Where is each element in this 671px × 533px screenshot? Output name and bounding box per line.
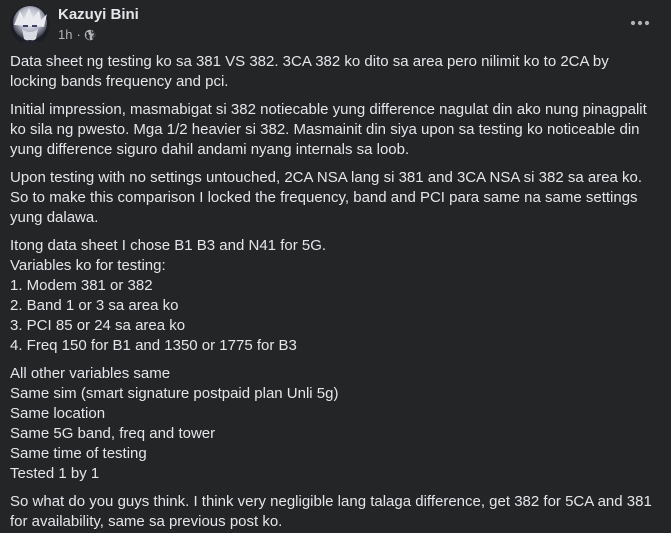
post-header — [0, 0, 671, 52]
post-text-line: So what do you guys think. I think very negligible lang talaga difference, get 382 for 5CA and 381 — [10, 493, 652, 510]
more-options-button[interactable] — [624, 8, 656, 38]
post-text-line: Initial impression, masmabigat si 382 notiecable yung difference nagulat din ako nung pinagpalit — [10, 101, 647, 118]
post-text-line: Same 5G band, freq and tower — [10, 425, 216, 442]
post-text-line: Same location — [10, 405, 106, 422]
post-timestamp[interactable]: 1h — [58, 27, 73, 42]
post-text-line: Variables ko for testing: — [10, 257, 166, 274]
post-text-line: yung difference siguro dahil andami nyang internals sa loob. — [10, 141, 410, 158]
post-text-line: Same sim (smart signature postpaid plan Unli 5g) — [10, 385, 339, 402]
post-text-line: Itong data sheet I chose B1 B3 and N41 for 5G. — [10, 237, 327, 254]
post-text-line: All other variables same — [10, 365, 171, 382]
post-paragraph — [10, 364, 660, 484]
more-horizontal-icon — [630, 20, 650, 26]
post-text-line: ko sila ng pwesto. Mga 1/2 heavier si 382. Masmainit din siya upon sa testing ko noticeable din — [10, 121, 640, 138]
post-paragraph — [10, 236, 660, 356]
post-text-line: for availability, same sa previous post ko. — [10, 513, 283, 530]
post-text-line: 4. Freq 150 for B1 and 1350 or 1775 for B3 — [10, 337, 297, 354]
globe-icon[interactable] — [84, 29, 96, 41]
avatar[interactable] — [10, 5, 50, 45]
author-name[interactable]: Kazuyi Bini — [58, 6, 139, 23]
post-text-line: 1. Modem 381 or 382 — [10, 277, 153, 294]
post-text-line: Tested 1 by 1 — [10, 465, 100, 482]
post-paragraph — [10, 100, 660, 160]
post-text-line: So to make this comparison I locked the frequency, band and PCI para same na same settings — [10, 189, 638, 206]
post-body — [10, 52, 660, 532]
post-text-line: Upon testing with no settings untouched, 2CA NSA lang si 381 and 3CA NSA si 382 sa area ko. — [10, 169, 643, 186]
post-text-line: 3. PCI 85 or 24 sa area ko — [10, 317, 186, 334]
post-paragraph — [10, 168, 660, 228]
avatar-image — [10, 5, 50, 45]
post-text-line: locking bands frequency and pci. — [10, 73, 229, 90]
post-text-line: Same time of testing — [10, 445, 147, 462]
post-meta — [58, 27, 96, 43]
post-text-line: Data sheet ng testing ko sa 381 VS 382. 3CA 382 ko dito sa area pero nilimit ko to 2CA by — [10, 53, 609, 70]
post-paragraph — [10, 492, 660, 532]
post-paragraph — [10, 52, 660, 92]
meta-separator: · — [76, 27, 81, 42]
post-text-line: yung dalawa. — [10, 209, 99, 226]
post-text-line: 2. Band 1 or 3 sa area ko — [10, 297, 179, 314]
